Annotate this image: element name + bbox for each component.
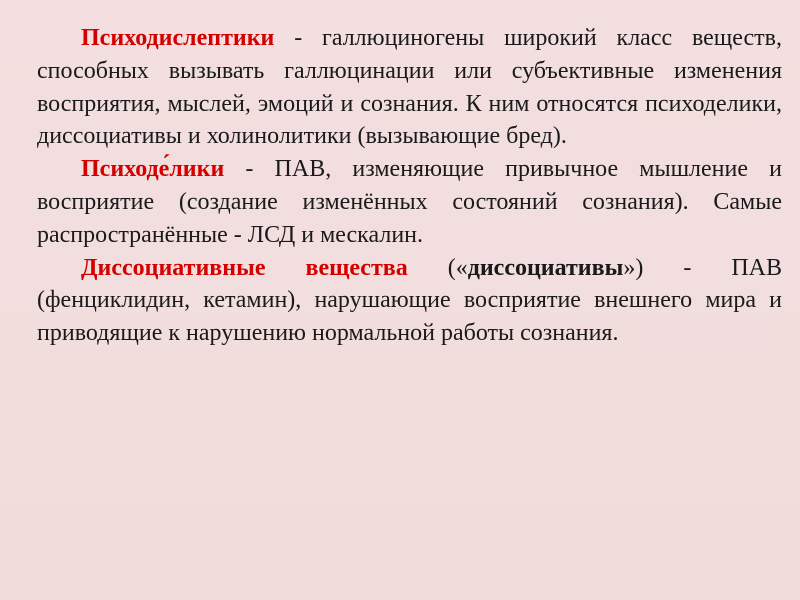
- term-psychedelics: Психоде́лики: [81, 156, 225, 183]
- paragraph-psychodysleptics: [37, 22, 782, 153]
- definition-dissociatives-open: («: [407, 254, 468, 281]
- dissociatives-short-name: диссоциативы: [467, 254, 624, 281]
- definition-psychedelics: - ПАВ, изменяющие привычное мышление и восприятие (создание изменённых состояний сознания). Самые распространённые - ЛСД и мескалин.: [37, 156, 782, 248]
- slide-body: [37, 22, 782, 350]
- paragraph-psychedelics: [37, 153, 782, 251]
- term-psychodysleptics: Психодислептики: [81, 25, 275, 51]
- term-dissociatives: Диссоциативные вещества: [81, 254, 408, 281]
- definition-dissociatives: ») - ПАВ (фенциклидин, кетамин), нарушающие восприятие внешнего мира и приводящие к нарушению нормальной работы сознания.: [37, 254, 782, 347]
- paragraph-dissociatives: [37, 252, 782, 350]
- definition-psychodysleptics: - галлюциногены широкий класс веществ, способных вызывать галлюцинации или субъективные изменения восприятия, мыслей, эмоций и сознания. К ним относятся психоделики, диссоциативы и холинолитики (вызывающие бред).: [37, 25, 782, 150]
